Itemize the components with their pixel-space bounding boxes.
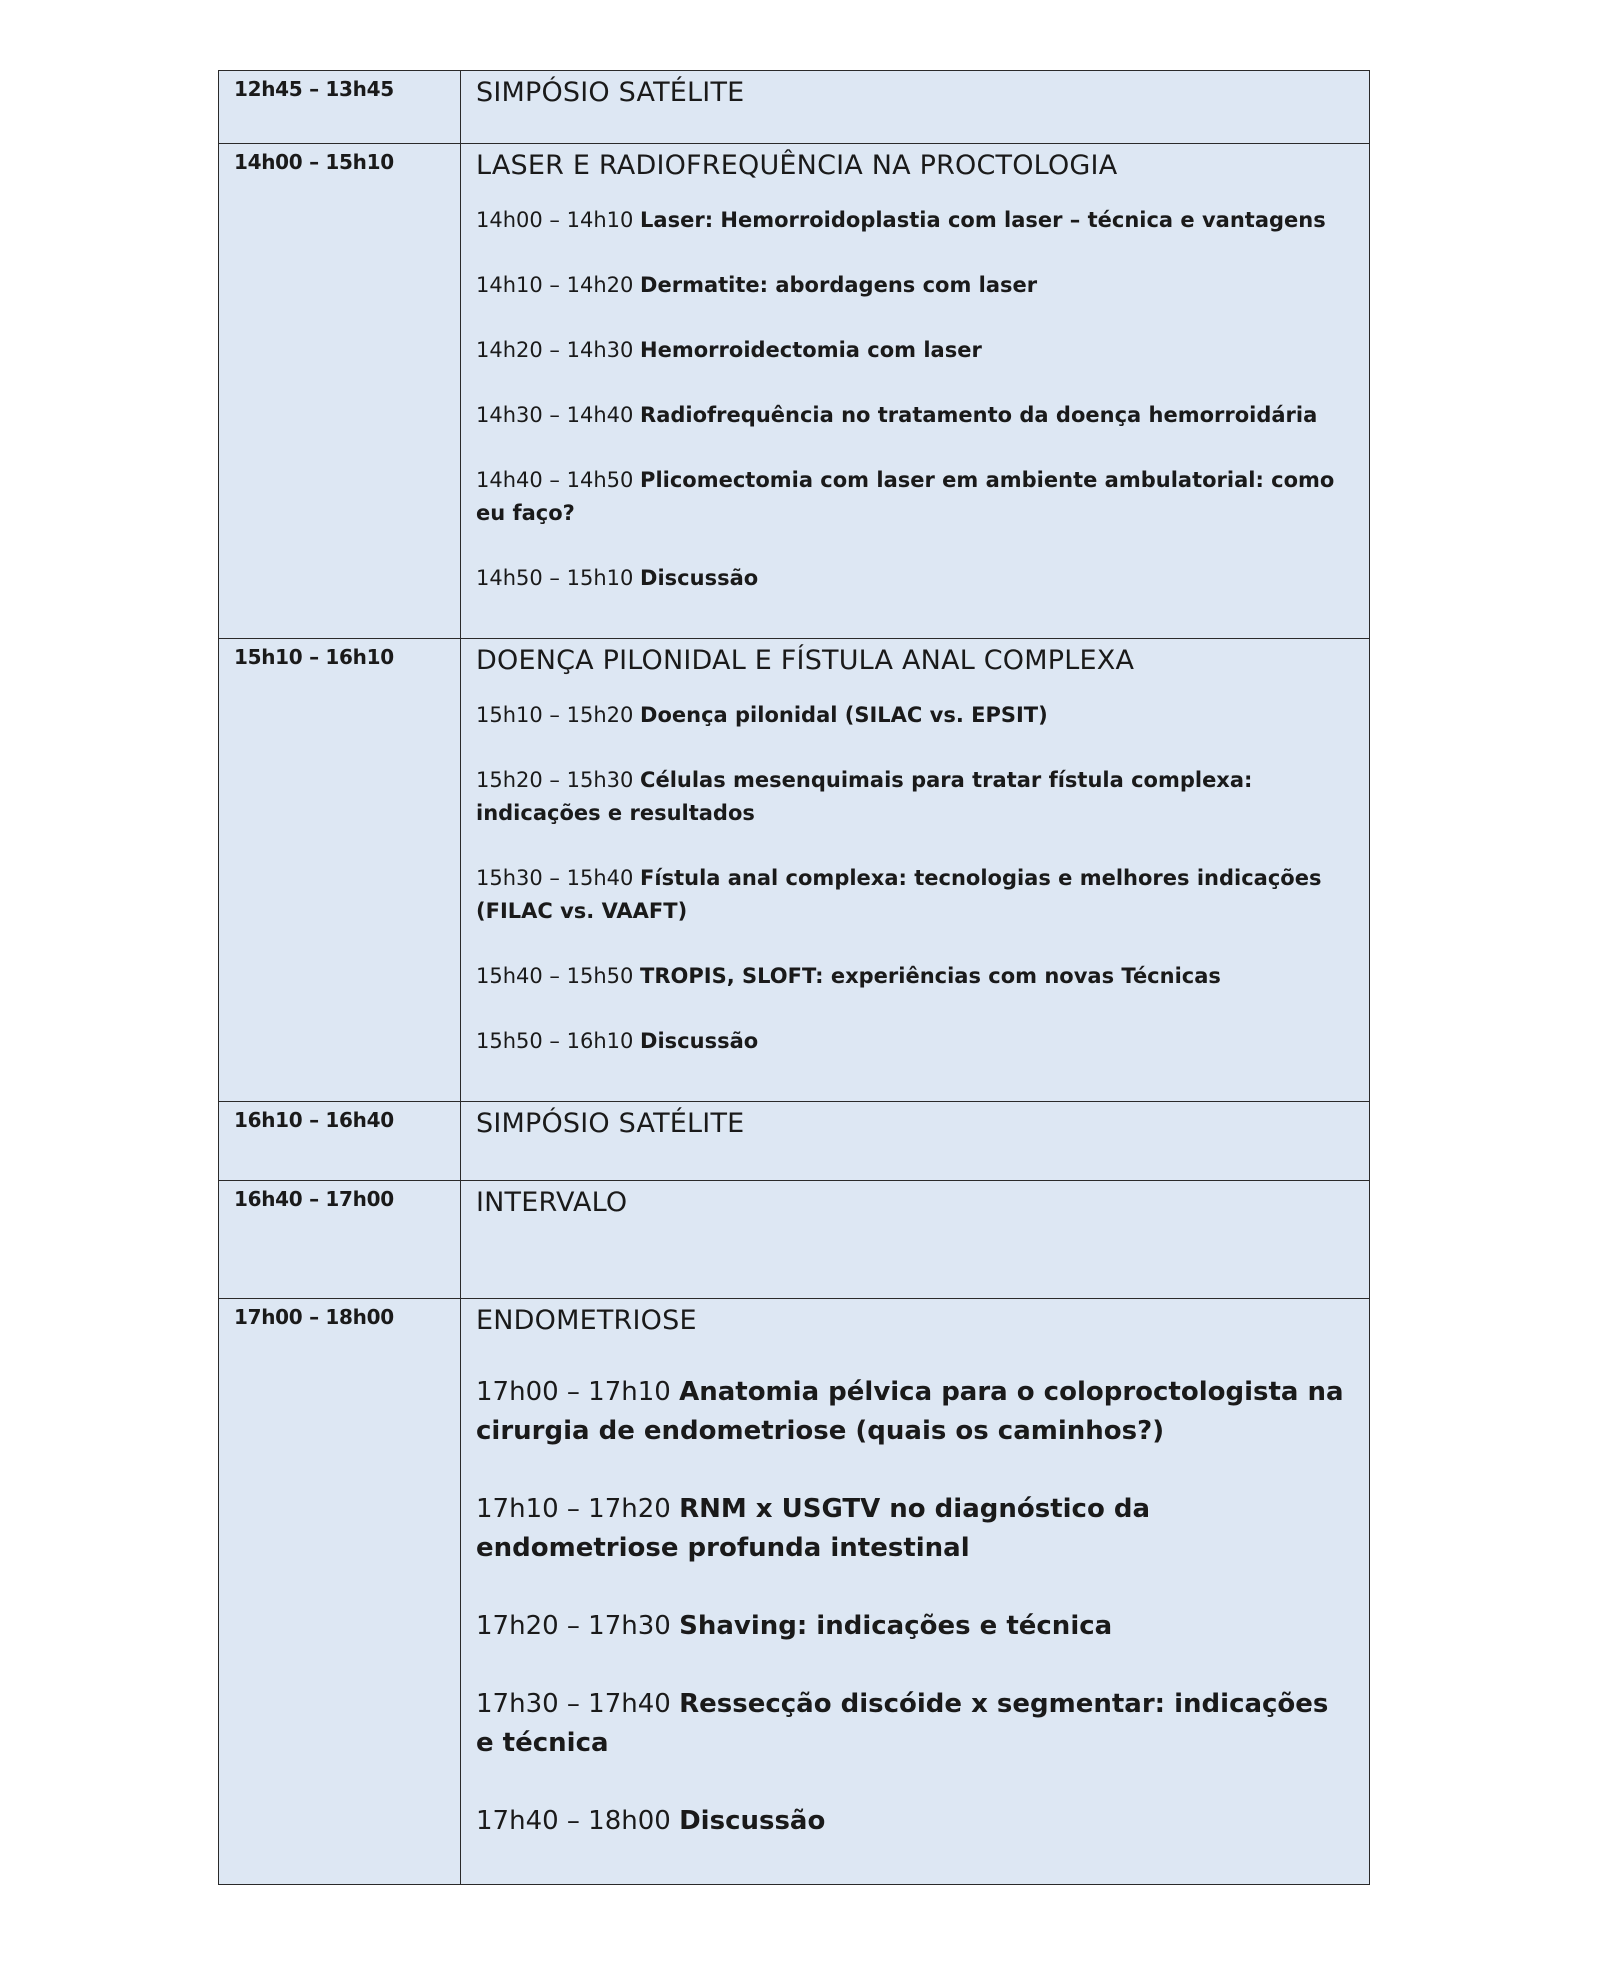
program-item [476,1490,1355,1568]
item-desc: Laser: Hemorroidoplastia com laser – técnica e vantagens [640,208,1326,232]
schedule-row [219,639,1370,1102]
item-time: 14h50 – 15h10 [476,566,634,590]
program-item [476,204,1355,237]
item-time: 14h40 – 14h50 [476,468,634,492]
item-time: 15h50 – 16h10 [476,1029,634,1053]
item-time: 15h10 – 15h20 [476,703,634,727]
row-time: 12h45 – 13h45 [219,71,461,144]
item-desc: Ressecção discóide x segmentar: indicações e técnica [476,1689,1329,1758]
item-desc: Discussão [679,1806,826,1836]
item-time: 14h20 – 14h30 [476,338,634,362]
program-item [476,960,1355,993]
program-item [476,862,1355,928]
session-title: DOENÇA PILONIDAL E FÍSTULA ANAL COMPLEXA [476,645,1135,676]
row-content [461,1299,1370,1885]
schedule-row [219,1181,1370,1299]
schedule-row [219,71,1370,144]
program-item [476,1802,1355,1841]
item-desc: RNM x USGTV no diagnóstico da endometriose profunda intestinal [476,1494,1151,1563]
program-item [476,562,1355,595]
item-desc: Discussão [640,566,759,590]
session-title: SIMPÓSIO SATÉLITE [476,77,745,108]
item-desc: Dermatite: abordagens com laser [640,273,1038,297]
item-desc: Discussão [640,1029,759,1053]
item-desc: Hemorroidectomia com laser [640,338,982,362]
program-item [476,1025,1355,1058]
program-item [476,334,1355,367]
row-time: 14h00 – 15h10 [219,144,461,639]
item-time: 17h40 – 18h00 [476,1806,671,1836]
item-time: 17h10 – 17h20 [476,1494,671,1524]
row-time: 17h00 – 18h00 [219,1299,461,1885]
session-title: INTERVALO [476,1187,628,1218]
program-item [476,699,1355,732]
item-time: 14h10 – 14h20 [476,273,634,297]
item-time: 15h40 – 15h50 [476,964,634,988]
row-content [461,144,1370,639]
program-item [476,764,1355,830]
schedule-row [219,1102,1370,1181]
row-content [461,71,1370,144]
item-desc: Plicomectomia com laser em ambiente ambulatorial: como eu faço? [476,468,1335,525]
item-time: 14h30 – 14h40 [476,403,634,427]
item-time: 17h30 – 17h40 [476,1689,671,1719]
item-desc: Anatomia pélvica para o coloproctologista na cirurgia de endometriose (quais os caminhos?) [476,1377,1344,1446]
program-item [476,399,1355,432]
session-title: LASER E RADIOFREQUÊNCIA NA PROCTOLOGIA [476,150,1118,181]
program-item [476,269,1355,302]
program-item [476,1373,1355,1451]
row-content [461,639,1370,1102]
program-item [476,1607,1355,1646]
schedule-row [219,1299,1370,1885]
session-title: ENDOMETRIOSE [476,1305,697,1336]
item-time: 14h00 – 14h10 [476,208,634,232]
program-item [476,1685,1355,1763]
item-desc: Doença pilonidal (SILAC vs. EPSIT) [640,703,1048,727]
schedule-row [219,144,1370,639]
item-time: 15h30 – 15h40 [476,866,634,890]
row-time: 16h10 – 16h40 [219,1102,461,1181]
item-desc: Radiofrequência no tratamento da doença hemorroidária [640,403,1318,427]
item-desc: TROPIS, SLOFT: experiências com novas Técnicas [640,964,1221,988]
item-time: 17h00 – 17h10 [476,1377,671,1407]
row-time: 16h40 – 17h00 [219,1181,461,1299]
program-item [476,464,1355,530]
item-desc: Fístula anal complexa: tecnologias e melhores indicações (FILAC vs. VAAFT) [476,866,1322,923]
item-desc: Shaving: indicações e técnica [679,1611,1113,1641]
schedule-table [218,70,1370,1885]
item-time: 17h20 – 17h30 [476,1611,671,1641]
item-time: 15h20 – 15h30 [476,768,634,792]
row-time: 15h10 – 16h10 [219,639,461,1102]
item-desc: Células mesenquimais para tratar fístula complexa: indicações e resultados [476,768,1253,825]
row-content [461,1102,1370,1181]
row-content [461,1181,1370,1299]
session-title: SIMPÓSIO SATÉLITE [476,1108,745,1139]
